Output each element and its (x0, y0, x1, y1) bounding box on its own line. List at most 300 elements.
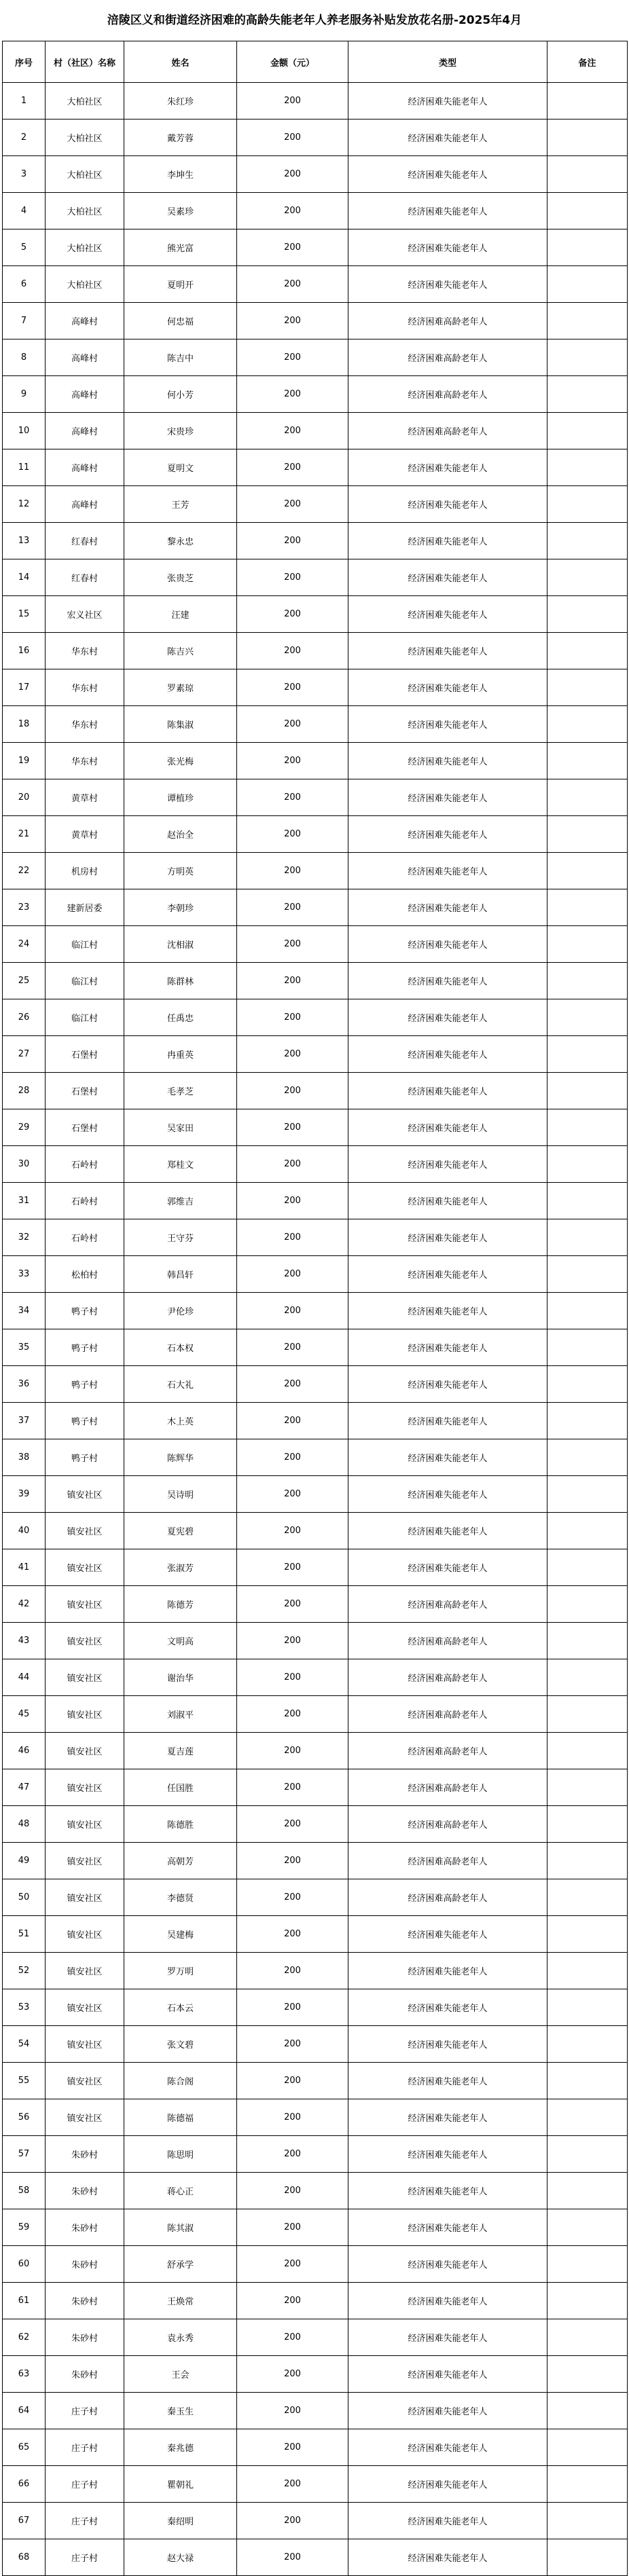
cell-remarks (547, 1183, 628, 1219)
cell-type: 经济困难高龄老年人 (348, 1733, 547, 1769)
cell-remarks (547, 743, 628, 779)
cell-index: 7 (3, 303, 46, 339)
cell-remarks (547, 1623, 628, 1659)
cell-index: 43 (3, 1623, 46, 1659)
cell-index: 50 (3, 1879, 46, 1916)
cell-index: 10 (3, 413, 46, 449)
cell-index: 53 (3, 1989, 46, 2026)
cell-type: 经济困难失能老年人 (348, 1513, 547, 1549)
cell-index: 55 (3, 2063, 46, 2099)
cell-remarks (547, 1733, 628, 1769)
table-row (3, 2539, 628, 2576)
header-amount: 金额（元） (237, 41, 348, 83)
cell-remarks (547, 2173, 628, 2209)
cell-amount: 200 (237, 1513, 348, 1549)
cell-type: 经济困难失能老年人 (348, 266, 547, 303)
cell-index: 39 (3, 1476, 46, 1513)
cell-index: 62 (3, 2319, 46, 2356)
cell-community: 大柏社区 (46, 266, 124, 303)
cell-remarks (547, 1219, 628, 1256)
cell-index: 9 (3, 376, 46, 413)
cell-type: 经济困难失能老年人 (348, 2099, 547, 2136)
cell-community: 临江村 (46, 926, 124, 963)
cell-name: 高朝芳 (124, 1843, 237, 1879)
cell-remarks (547, 193, 628, 229)
cell-index: 24 (3, 926, 46, 963)
cell-type: 经济困难失能老年人 (348, 83, 547, 119)
cell-amount: 200 (237, 1183, 348, 1219)
cell-remarks (547, 1476, 628, 1513)
cell-amount: 200 (237, 1953, 348, 1989)
cell-remarks (547, 156, 628, 193)
cell-remarks (547, 1586, 628, 1623)
cell-community: 庄子村 (46, 2503, 124, 2539)
cell-type: 经济困难失能老年人 (348, 2356, 547, 2393)
cell-type: 经济困难失能老年人 (348, 2539, 547, 2576)
cell-community: 镇安社区 (46, 1733, 124, 1769)
cell-remarks (547, 779, 628, 816)
cell-community: 鸭子村 (46, 1293, 124, 1329)
cell-type: 经济困难失能老年人 (348, 596, 547, 633)
cell-amount: 200 (237, 853, 348, 889)
cell-name: 舒承学 (124, 2246, 237, 2283)
cell-amount: 200 (237, 1549, 348, 1586)
cell-community: 华东村 (46, 669, 124, 706)
cell-name: 罗万明 (124, 1953, 237, 1989)
cell-type: 经济困难失能老年人 (348, 633, 547, 669)
cell-amount: 200 (237, 1586, 348, 1623)
cell-amount: 200 (237, 1109, 348, 1146)
cell-type: 经济困难高龄老年人 (348, 1806, 547, 1843)
cell-name: 王守芬 (124, 1219, 237, 1256)
cell-community: 石堡村 (46, 1036, 124, 1073)
cell-type: 经济困难失能老年人 (348, 1916, 547, 1953)
cell-type: 经济困难失能老年人 (348, 229, 547, 266)
cell-community: 宏义社区 (46, 596, 124, 633)
cell-amount: 200 (237, 1733, 348, 1769)
cell-type: 经济困难失能老年人 (348, 1953, 547, 1989)
cell-index: 65 (3, 2429, 46, 2466)
cell-name: 罗素琼 (124, 669, 237, 706)
cell-remarks (547, 669, 628, 706)
table-row (3, 193, 628, 229)
cell-amount: 200 (237, 2503, 348, 2539)
cell-community: 大柏社区 (46, 229, 124, 266)
cell-name: 瞿朝礼 (124, 2466, 237, 2503)
cell-name: 陈合阁 (124, 2063, 237, 2099)
table-row (3, 2063, 628, 2099)
table-row (3, 2209, 628, 2246)
cell-name: 谭植珍 (124, 779, 237, 816)
cell-type: 经济困难失能老年人 (348, 2173, 547, 2209)
cell-amount: 200 (237, 339, 348, 376)
cell-type: 经济困难失能老年人 (348, 1329, 547, 1366)
header-name: 姓名 (124, 41, 237, 83)
table-row (3, 1329, 628, 1366)
cell-remarks (547, 1403, 628, 1439)
cell-community: 石岭村 (46, 1183, 124, 1219)
cell-amount: 200 (237, 2393, 348, 2429)
cell-type: 经济困难失能老年人 (348, 779, 547, 816)
table-row (3, 1879, 628, 1916)
cell-amount: 200 (237, 2356, 348, 2393)
cell-type: 经济困难失能老年人 (348, 1109, 547, 1146)
cell-remarks (547, 1806, 628, 1843)
cell-amount: 200 (237, 119, 348, 156)
cell-name: 秦绍明 (124, 2503, 237, 2539)
cell-community: 鸭子村 (46, 1403, 124, 1439)
cell-amount: 200 (237, 2319, 348, 2356)
cell-index: 3 (3, 156, 46, 193)
cell-index: 59 (3, 2209, 46, 2246)
cell-amount: 200 (237, 523, 348, 559)
cell-index: 29 (3, 1109, 46, 1146)
cell-type: 经济困难失能老年人 (348, 2319, 547, 2356)
cell-index: 2 (3, 119, 46, 156)
cell-index: 34 (3, 1293, 46, 1329)
cell-remarks (547, 376, 628, 413)
cell-type: 经济困难失能老年人 (348, 2136, 547, 2173)
cell-name: 陈集淑 (124, 706, 237, 743)
cell-name: 汪建 (124, 596, 237, 633)
cell-type: 经济困难高龄老年人 (348, 303, 547, 339)
cell-remarks (547, 2283, 628, 2319)
table-row (3, 376, 628, 413)
cell-type: 经济困难失能老年人 (348, 963, 547, 999)
cell-type: 经济困难失能老年人 (348, 669, 547, 706)
cell-remarks (547, 1549, 628, 1586)
cell-index: 25 (3, 963, 46, 999)
cell-type: 经济困难失能老年人 (348, 1146, 547, 1183)
table-row (3, 1513, 628, 1549)
cell-community: 庄子村 (46, 2539, 124, 2576)
cell-type: 经济困难失能老年人 (348, 889, 547, 926)
cell-type: 经济困难失能老年人 (348, 1476, 547, 1513)
cell-amount: 200 (237, 229, 348, 266)
cell-name: 夏明文 (124, 449, 237, 486)
cell-type: 经济困难高龄老年人 (348, 1623, 547, 1659)
cell-index: 31 (3, 1183, 46, 1219)
cell-index: 5 (3, 229, 46, 266)
cell-remarks (547, 339, 628, 376)
cell-remarks (547, 999, 628, 1036)
cell-index: 48 (3, 1806, 46, 1843)
cell-amount: 200 (237, 1769, 348, 1806)
cell-amount: 200 (237, 889, 348, 926)
cell-index: 12 (3, 486, 46, 523)
cell-index: 54 (3, 2026, 46, 2063)
cell-amount: 200 (237, 2026, 348, 2063)
table-row (3, 1403, 628, 1439)
cell-name: 任禹忠 (124, 999, 237, 1036)
cell-type: 经济困难失能老年人 (348, 1549, 547, 1586)
cell-amount: 200 (237, 1439, 348, 1476)
table-row (3, 303, 628, 339)
cell-amount: 200 (237, 2283, 348, 2319)
cell-amount: 200 (237, 486, 348, 523)
cell-amount: 200 (237, 1403, 348, 1439)
cell-community: 庄子村 (46, 2393, 124, 2429)
cell-name: 张文碧 (124, 2026, 237, 2063)
cell-type: 经济困难失能老年人 (348, 1073, 547, 1109)
table-row (3, 926, 628, 963)
table-row (3, 1146, 628, 1183)
cell-amount: 200 (237, 2246, 348, 2283)
cell-amount: 200 (237, 303, 348, 339)
table-row (3, 1036, 628, 1073)
cell-type: 经济困难失能老年人 (348, 2283, 547, 2319)
cell-index: 46 (3, 1733, 46, 1769)
cell-remarks (547, 1916, 628, 1953)
table-row (3, 2173, 628, 2209)
cell-name: 陈思明 (124, 2136, 237, 2173)
cell-amount: 200 (237, 193, 348, 229)
cell-type: 经济困难高龄老年人 (348, 1879, 547, 1916)
cell-type: 经济困难失能老年人 (348, 2026, 547, 2063)
table-row (3, 523, 628, 559)
cell-name: 方明英 (124, 853, 237, 889)
cell-name: 何小芳 (124, 376, 237, 413)
cell-remarks (547, 1659, 628, 1696)
cell-community: 高峰村 (46, 376, 124, 413)
cell-community: 朱砂村 (46, 2173, 124, 2209)
cell-remarks (547, 596, 628, 633)
cell-remarks (547, 816, 628, 853)
cell-amount: 200 (237, 2173, 348, 2209)
cell-community: 镇安社区 (46, 1659, 124, 1696)
cell-index: 13 (3, 523, 46, 559)
cell-name: 秦玉生 (124, 2393, 237, 2429)
cell-type: 经济困难高龄老年人 (348, 339, 547, 376)
cell-remarks (547, 413, 628, 449)
cell-name: 沈相淑 (124, 926, 237, 963)
cell-index: 18 (3, 706, 46, 743)
cell-type: 经济困难失能老年人 (348, 559, 547, 596)
cell-type: 经济困难失能老年人 (348, 999, 547, 1036)
table-row (3, 413, 628, 449)
cell-index: 4 (3, 193, 46, 229)
table-row (3, 1256, 628, 1293)
table-row (3, 1293, 628, 1329)
table-row (3, 779, 628, 816)
cell-name: 陈德芳 (124, 1586, 237, 1623)
cell-remarks (547, 1293, 628, 1329)
cell-community: 朱砂村 (46, 2209, 124, 2246)
cell-name: 张淑芳 (124, 1549, 237, 1586)
cell-type: 经济困难失能老年人 (348, 853, 547, 889)
table-row (3, 2466, 628, 2503)
cell-index: 6 (3, 266, 46, 303)
cell-amount: 200 (237, 2136, 348, 2173)
cell-type: 经济困难失能老年人 (348, 926, 547, 963)
cell-name: 石本权 (124, 1329, 237, 1366)
cell-name: 朱红珍 (124, 83, 237, 119)
cell-community: 松柏村 (46, 1256, 124, 1293)
document-title: 涪陵区义和街道经济困难的高龄失能老年人养老服务补贴发放花名册-2025年4月 (107, 14, 522, 27)
cell-community: 镇安社区 (46, 1879, 124, 1916)
cell-name: 石大礼 (124, 1366, 237, 1403)
cell-type: 经济困难失能老年人 (348, 1403, 547, 1439)
cell-name: 张光梅 (124, 743, 237, 779)
cell-community: 高峰村 (46, 303, 124, 339)
table-row (3, 1549, 628, 1586)
cell-index: 41 (3, 1549, 46, 1586)
cell-community: 镇安社区 (46, 1769, 124, 1806)
cell-index: 33 (3, 1256, 46, 1293)
table-row (3, 2319, 628, 2356)
cell-community: 镇安社区 (46, 1513, 124, 1549)
cell-name: 夏吉莲 (124, 1733, 237, 1769)
cell-name: 文明高 (124, 1623, 237, 1659)
cell-amount: 200 (237, 1476, 348, 1513)
cell-remarks (547, 1879, 628, 1916)
cell-index: 40 (3, 1513, 46, 1549)
cell-remarks (547, 229, 628, 266)
cell-name: 谢治华 (124, 1659, 237, 1696)
cell-community: 镇安社区 (46, 1916, 124, 1953)
cell-name: 夏明开 (124, 266, 237, 303)
table-row (3, 2503, 628, 2539)
cell-index: 58 (3, 2173, 46, 2209)
cell-amount: 200 (237, 2209, 348, 2246)
cell-type: 经济困难高龄老年人 (348, 413, 547, 449)
table-row (3, 853, 628, 889)
cell-name: 木上英 (124, 1403, 237, 1439)
cell-name: 李德贤 (124, 1879, 237, 1916)
cell-remarks (547, 2356, 628, 2393)
cell-name: 陈德胜 (124, 1806, 237, 1843)
cell-type: 经济困难失能老年人 (348, 706, 547, 743)
table-row (3, 83, 628, 119)
cell-index: 21 (3, 816, 46, 853)
table-row (3, 119, 628, 156)
table-row (3, 633, 628, 669)
table-row (3, 706, 628, 743)
cell-amount: 200 (237, 1659, 348, 1696)
cell-community: 镇安社区 (46, 1476, 124, 1513)
cell-type: 经济困难失能老年人 (348, 119, 547, 156)
cell-type: 经济困难高龄老年人 (348, 1586, 547, 1623)
cell-amount: 200 (237, 2429, 348, 2466)
cell-type: 经济困难高龄老年人 (348, 1769, 547, 1806)
cell-remarks (547, 1256, 628, 1293)
cell-index: 19 (3, 743, 46, 779)
cell-amount: 200 (237, 1146, 348, 1183)
cell-amount: 200 (237, 1806, 348, 1843)
cell-remarks (547, 119, 628, 156)
cell-type: 经济困难失能老年人 (348, 2429, 547, 2466)
cell-type: 经济困难失能老年人 (348, 2246, 547, 2283)
cell-amount: 200 (237, 559, 348, 596)
table-row (3, 2283, 628, 2319)
cell-name: 袁永秀 (124, 2319, 237, 2356)
cell-amount: 200 (237, 1989, 348, 2026)
cell-amount: 200 (237, 1073, 348, 1109)
cell-amount: 200 (237, 779, 348, 816)
cell-community: 石堡村 (46, 1109, 124, 1146)
cell-community: 黄草村 (46, 779, 124, 816)
cell-amount: 200 (237, 1623, 348, 1659)
cell-community: 庄子村 (46, 2429, 124, 2466)
subsidy-roster-table (2, 41, 628, 2576)
cell-type: 经济困难失能老年人 (348, 816, 547, 853)
cell-name: 吴素珍 (124, 193, 237, 229)
cell-name: 赵大禄 (124, 2539, 237, 2576)
cell-remarks (547, 2503, 628, 2539)
cell-index: 60 (3, 2246, 46, 2283)
cell-amount: 200 (237, 669, 348, 706)
cell-type: 经济困难失能老年人 (348, 156, 547, 193)
table-row (3, 339, 628, 376)
cell-name: 夏宪碧 (124, 1513, 237, 1549)
table-row (3, 2099, 628, 2136)
cell-community: 镇安社区 (46, 1549, 124, 1586)
cell-remarks (547, 1073, 628, 1109)
cell-index: 38 (3, 1439, 46, 1476)
cell-type: 经济困难失能老年人 (348, 743, 547, 779)
cell-name: 王会 (124, 2356, 237, 2393)
table-row (3, 1183, 628, 1219)
table-row (3, 449, 628, 486)
cell-index: 36 (3, 1366, 46, 1403)
cell-community: 石堡村 (46, 1073, 124, 1109)
cell-name: 郑桂文 (124, 1146, 237, 1183)
cell-community: 朱砂村 (46, 2319, 124, 2356)
cell-amount: 200 (237, 2466, 348, 2503)
cell-amount: 200 (237, 999, 348, 1036)
cell-index: 67 (3, 2503, 46, 2539)
table-row (3, 2026, 628, 2063)
cell-type: 经济困难失能老年人 (348, 1293, 547, 1329)
cell-name: 秦兆德 (124, 2429, 237, 2466)
table-row (3, 1073, 628, 1109)
cell-name: 黎永忠 (124, 523, 237, 559)
table-row (3, 743, 628, 779)
cell-name: 蒋心正 (124, 2173, 237, 2209)
cell-amount: 200 (237, 596, 348, 633)
table-row (3, 1659, 628, 1696)
cell-remarks (547, 853, 628, 889)
cell-community: 镇安社区 (46, 1953, 124, 1989)
cell-index: 15 (3, 596, 46, 633)
cell-community: 镇安社区 (46, 1806, 124, 1843)
cell-remarks (547, 1696, 628, 1733)
cell-index: 35 (3, 1329, 46, 1366)
cell-type: 经济困难失能老年人 (348, 523, 547, 559)
cell-name: 陈群林 (124, 963, 237, 999)
cell-index: 56 (3, 2099, 46, 2136)
cell-amount: 200 (237, 816, 348, 853)
cell-remarks (547, 963, 628, 999)
cell-remarks (547, 1366, 628, 1403)
cell-community: 华东村 (46, 633, 124, 669)
cell-community: 红春村 (46, 523, 124, 559)
cell-amount: 200 (237, 266, 348, 303)
cell-remarks (547, 2319, 628, 2356)
cell-amount: 200 (237, 83, 348, 119)
cell-name: 冉重英 (124, 1036, 237, 1073)
cell-remarks (547, 2393, 628, 2429)
cell-index: 23 (3, 889, 46, 926)
cell-community: 华东村 (46, 706, 124, 743)
cell-community: 华东村 (46, 743, 124, 779)
cell-index: 11 (3, 449, 46, 486)
cell-remarks (547, 1769, 628, 1806)
cell-community: 朱砂村 (46, 2246, 124, 2283)
cell-index: 45 (3, 1696, 46, 1733)
cell-community: 镇安社区 (46, 2063, 124, 2099)
cell-amount: 200 (237, 1366, 348, 1403)
